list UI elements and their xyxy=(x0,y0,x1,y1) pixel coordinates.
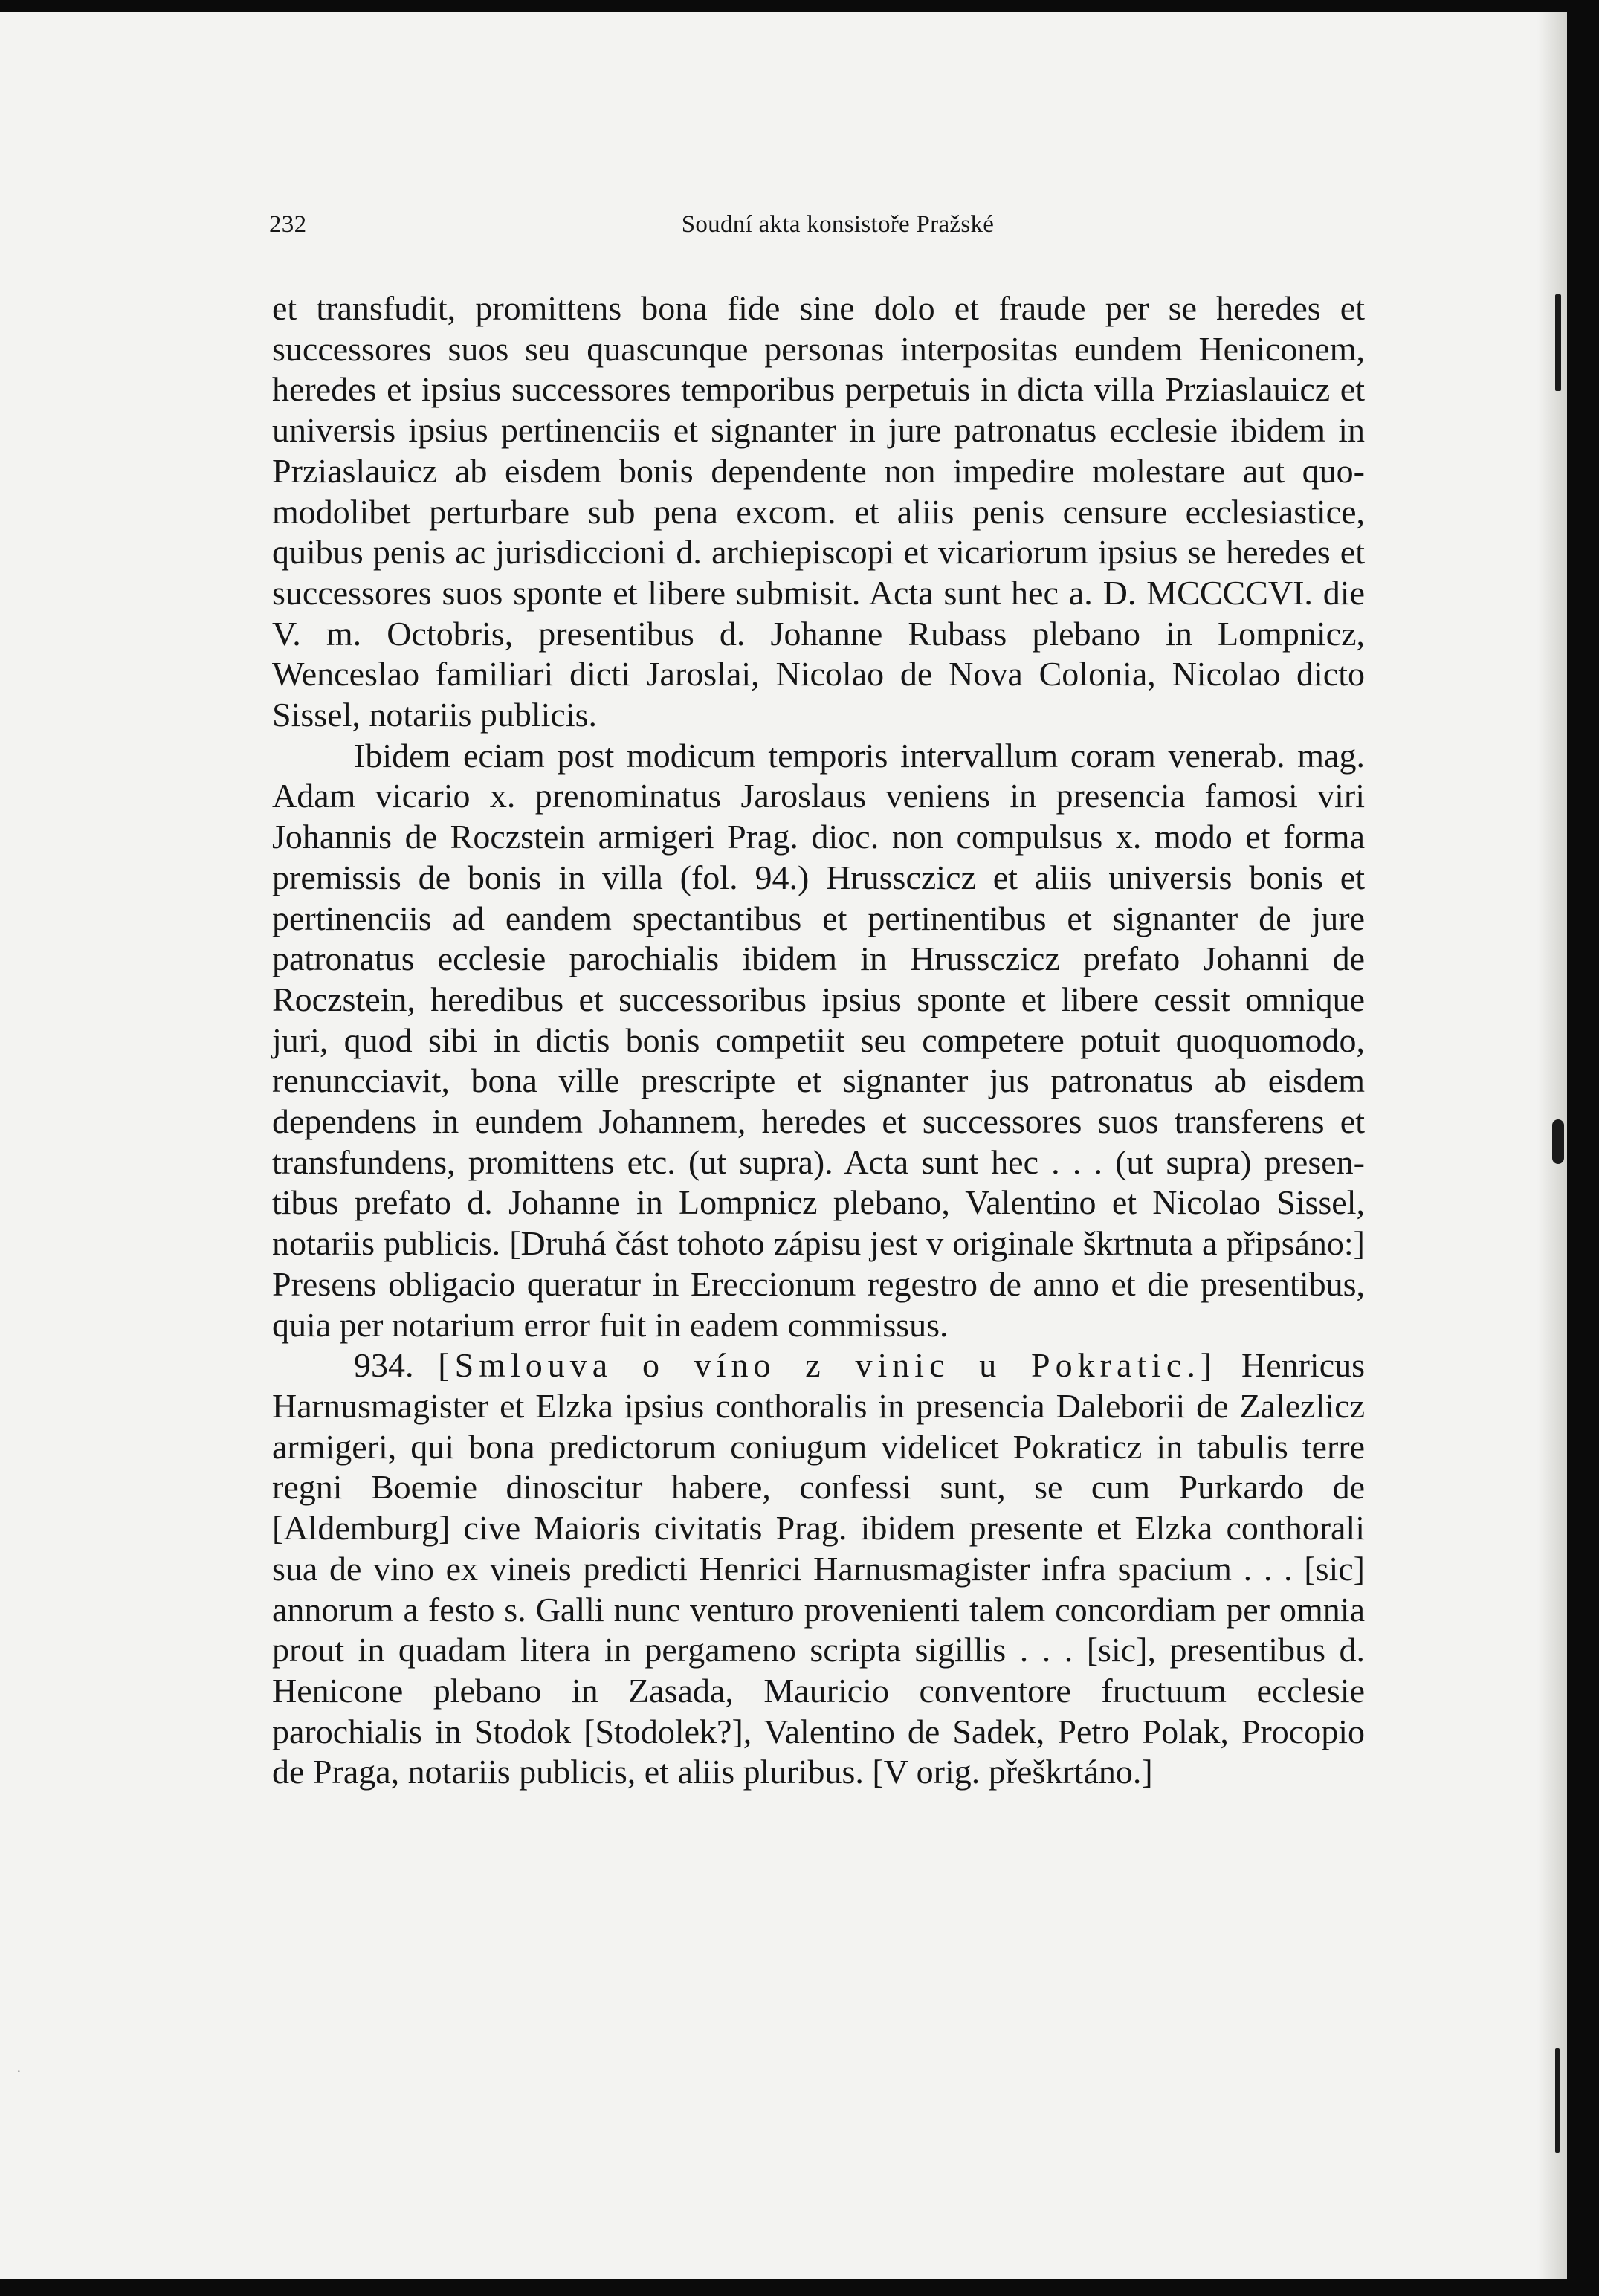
paragraph: Ibidem eciam post modicum temporis intervallum coram venerab. mag. Adam vicario x. prenominatus Jaroslaus veniens in presencia famosi viri Johannis de Roczstein armigeri Prag. dioc. non compulsus x. modo et forma premissis de bonis in villa (fol. 94.) Hrussczicz et aliis universis bonis et pertinenciis ad eandem spectantibus et pertinentibus et signanter de jure patronatus ecclesie parochialis ibidem in Hrussczicz prefato Johanni de Roczstein, heredibus et successoribus ipsius sponte et libere cessit omnique juri, quod sibi in dictis bonis competiit seu competere potuit quoquomodo, renuncciavit, bona ville prescripte et signanter jus patronatus ab eisdem dependens in eundem Johannem, heredes et successores suos transferens et transfundens, promittens etc. (ut supra). Acta sunt hec . . . (ut supra) presentibus prefato d. Johanne in Lompnicz plebano, Valentino et Nicolao Sissel, notariis publicis. [Druhá část tohoto zápisu jest v originale škrtnuta a připsáno:] Presens obligacio queratur in Ereccionum regestro de anno et die presentibus, quia per notarium error fuit in eadem commissus. xyxy=(272,736,1365,1344)
entry-934 xyxy=(272,1345,1365,1793)
document-page xyxy=(0,12,1567,2279)
scan-speck: · xyxy=(16,2063,22,2080)
entry-number: 934. xyxy=(354,1346,414,1385)
entry-heading: [Smlouva o víno z vinic u Pokratic.] xyxy=(438,1346,1218,1385)
paragraph: et transfudit, promittens bona fide sine dolo et fraude per se heredes et successores suos seu quascunque personas interpositas eundem Heniconem, heredes et ipsius successores temporibus perpetuis in dicta villa Prziaslauicz et universis ipsius pertinenciis et signanter in jure patronatus ecclesie ibidem in Prziaslauicz ab eisdem bonis dependente non impedire molestare aut quomodolibet perturbare sub pena excom. et aliis penis censure ecclesiastice, quibus penis ac jurisdiccioni d. archiepiscopi et vicariorum ipsius se heredes et successores suos sponte et libere submisit. Acta sunt hec a. D. MCCCCVI. die V. m. Octobris, presentibus d. Johanne Rubass plebano in Lompnicz, Wenceslao familiari dicti Jaroslai, Nicolao de Nova Colonia, Nicolao dicto Sissel, notariis publicis. xyxy=(272,289,1365,734)
binding-mark xyxy=(1555,294,1561,391)
running-head xyxy=(269,204,1392,248)
running-title: Soudní akta konsistoře Pražské xyxy=(681,211,995,238)
body-text xyxy=(272,288,1365,1793)
binding-mark xyxy=(1552,1119,1564,1164)
binding-mark xyxy=(1555,2048,1560,2153)
entry-text: Henricus Harnusmagister et Elzka ipsius conthoralis in presencia Daleborii de Zalezlicz armigeri, qui bona predictorum coniugum videlicet Pokraticz in tabulis terre regni Boemie dinoscitur habere, confessi sunt, se cum Purkardo de [Aldemburg] cive Maioris civitatis Prag. ibidem presente et Elzka conthorali sua de vino ex vineis predicti Henrici Harnusmagister infra spacium . . . [sic] annorum a festo s. Galli nunc venturo provenienti talem concordiam per omnia prout in quadam litera in pergameno scripta sigillis . . . [sic], presentibus d. Henicone plebano in Zasada, Mauricio conventore fructuum ecclesie parochialis in Stodok [Stodolek?], Valentino de Sadek, Petro Polak, Procopio de Praga, notariis publicis, et aliis pluribus. [V orig. přeškrtáno.] xyxy=(272,1346,1366,1791)
page-number: 232 xyxy=(269,211,307,238)
